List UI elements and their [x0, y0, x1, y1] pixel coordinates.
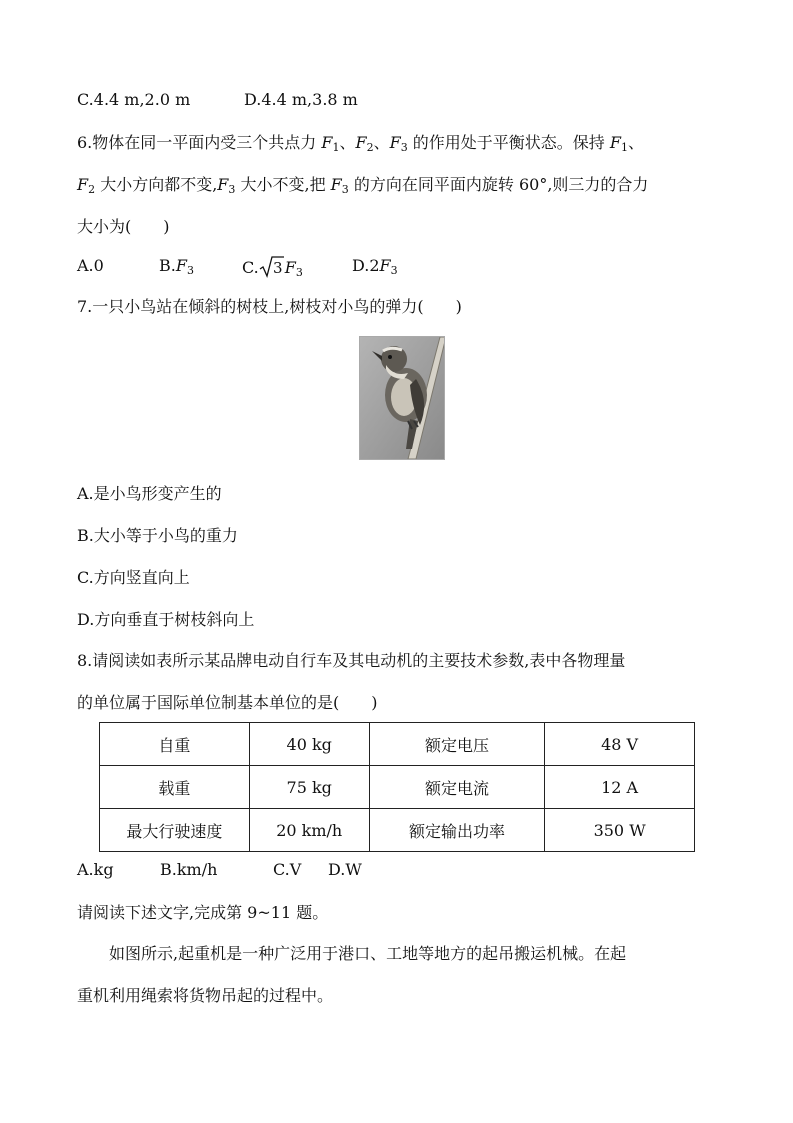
q5-option-d: D.4.4 m,3.8 m [244, 90, 358, 109]
table-cell: 额定电压 [369, 723, 544, 766]
q8-option-b: B.km/h [160, 860, 218, 879]
table-cell: 350 W [545, 809, 695, 852]
q7-option-d: D.方向垂直于树枝斜向上 [77, 610, 255, 629]
table-cell: 额定电流 [369, 766, 544, 809]
table-cell: 20 km/h [249, 809, 369, 852]
table-cell: 40 kg [249, 723, 369, 766]
passage-paragraph-line2: 重机利用绳索将货物吊起的过程中。 [77, 986, 334, 1005]
svg-text:3: 3 [272, 259, 283, 277]
bird-on-branch-photo [359, 336, 445, 460]
table-row [100, 809, 695, 852]
table-cell: 自重 [100, 723, 250, 766]
q6-option-c: C. 3 $F_3$ [242, 258, 303, 279]
table-row [100, 723, 695, 766]
q6-option-a: A.0 [77, 256, 104, 275]
q6-stem-line1: 6.物体在同一平面内受三个共点力 $F_1$、$F_2$、$F_3$ 的作用处于平衡状态。保持 $F_1$、 [77, 133, 645, 154]
q7-option-c: C.方向竖直向上 [77, 568, 190, 587]
q8-option-c: C.V [273, 860, 302, 879]
passage-paragraph-line1: 如图所示,起重机是一种广泛用于港口、工地等地方的起吊搬运机械。在起 [77, 944, 627, 963]
q6-stem-line2: $F_2$ 大小方向都不变$,F_3$ 大小不变,把 $F_3$ 的方向在同平面内旋转 60°,则三力的合力 [77, 175, 649, 196]
table-cell: 75 kg [249, 766, 369, 809]
q8-parameter-table [99, 722, 695, 852]
q8-stem-line1: 8.请阅读如表所示某品牌电动自行车及其电动机的主要技术参数,表中各物理量 [77, 651, 626, 670]
q8-stem-line2: 的单位属于国际单位制基本单位的是( ) [77, 693, 378, 712]
table-cell: 最大行驶速度 [100, 809, 250, 852]
table-cell: 载重 [100, 766, 250, 809]
table-cell: 48 V [545, 723, 695, 766]
table-cell: 12 A [545, 766, 695, 809]
q6-stem-line3: 大小为( ) [77, 217, 170, 236]
table-row [100, 766, 695, 809]
q7-stem: 7.一只小鸟站在倾斜的树枝上,树枝对小鸟的弹力( ) [77, 297, 462, 316]
q7-option-b: B.大小等于小鸟的重力 [77, 526, 238, 545]
q6-option-b: $B.F_3$ [159, 256, 194, 277]
q6-option-d: $D.2F_3$ [352, 256, 398, 277]
sqrt-symbol [259, 256, 285, 278]
q8-option-d: D.W [328, 860, 362, 879]
q5-option-c: C.4.4 m,2.0 m [77, 90, 191, 109]
q7-option-a: A.是小鸟形变产生的 [77, 484, 222, 503]
passage-intro: 请阅读下述文字,完成第 9~11 题。 [77, 903, 329, 922]
q8-option-a: A.kg [77, 860, 114, 879]
table-cell: 额定输出功率 [369, 809, 544, 852]
